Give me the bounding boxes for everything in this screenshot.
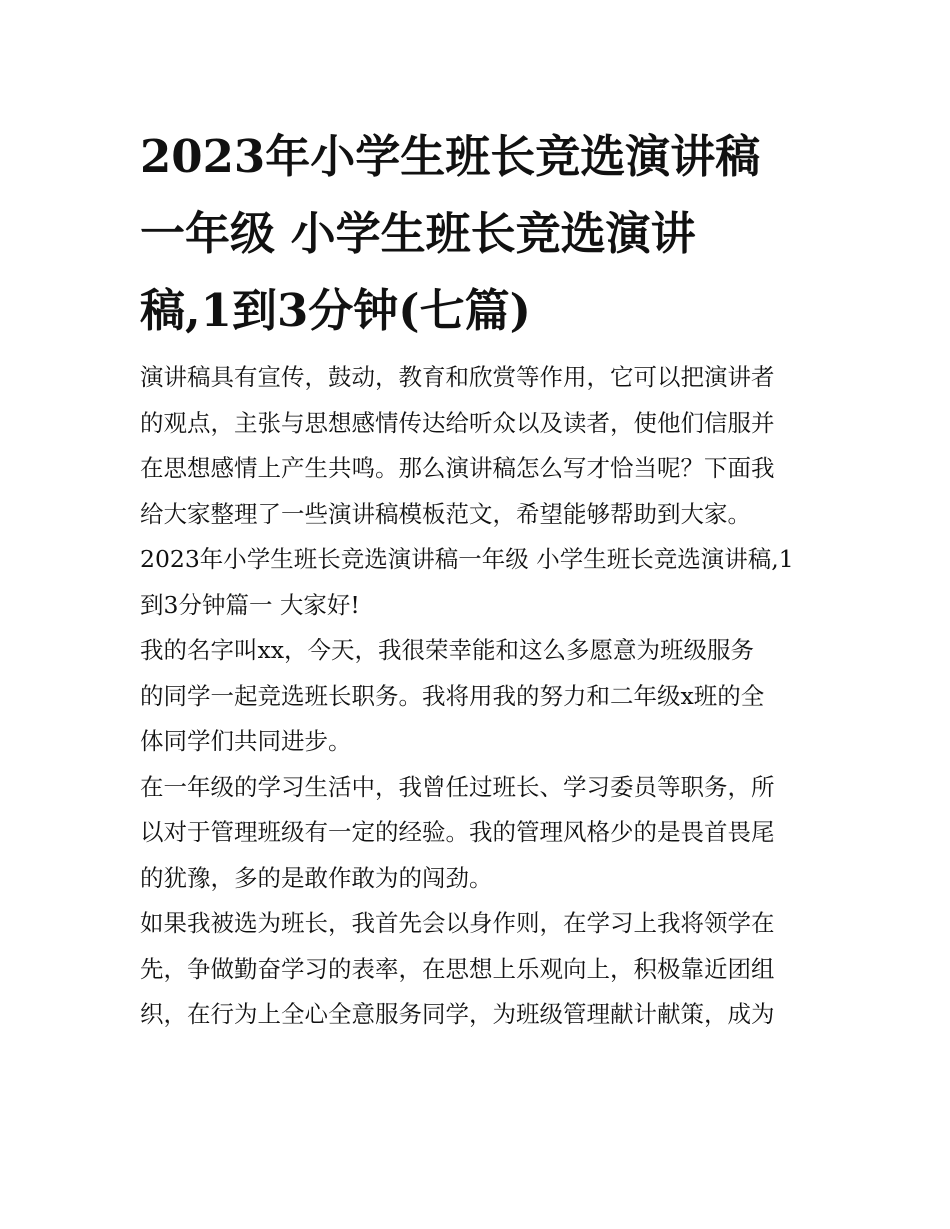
text-line: 的犹豫，多的是敢作敢为的闯劲。 [140, 863, 493, 892]
text-line: 体同学们共同进步。 [140, 727, 352, 755]
text-line: 在一年级的学习生活中，我曾任过班长、学习委员等职务，所 [140, 772, 775, 801]
paragraph-intro [140, 355, 814, 537]
text-line: 的观点，主张与思想感情传达给听众以及读者，使他们信服并 [140, 408, 775, 437]
paragraph-section-heading [140, 537, 814, 628]
text-line: 给大家整理了一些演讲稿模板范文，希望能够帮助到大家。 [140, 499, 751, 528]
text-line: 织，在行为上全心全意服务同学，为班级管理献计献策，成为 [140, 1000, 775, 1028]
title-line: 2023年小学生班长竞选演讲稿 [140, 130, 761, 183]
text-line: 的同学一起竞选班长职务。我将用我的努力和二年级x班的全 [140, 681, 765, 710]
text-line: 到3分钟篇一 大家好! [140, 590, 360, 619]
text-line: 演讲稿具有宣传，鼓动，教育和欣赏等作用，它可以把演讲者 [140, 363, 775, 391]
text-line: 如果我被选为班长，我首先会以身作则，在学习上我将领学在 [140, 909, 775, 937]
paragraph-plan [140, 901, 814, 1038]
text-line: 以对于管理班级有一定的经验。我的管理风格少的是畏首畏尾 [140, 818, 775, 846]
text-line: 先，争做勤奋学习的表率，在思想上乐观向上，积极靠近团组 [140, 954, 775, 983]
paragraph-experience [140, 765, 814, 902]
title-line: 一年级 小学生班长竞选演讲 [140, 207, 696, 260]
document-body [140, 355, 814, 1038]
text-line: 我的名字叫xx，今天，我很荣幸能和这么多愿意为班级服务 [140, 636, 755, 664]
document-page [140, 118, 814, 1038]
text-line: 在思想感情上产生共鸣。那么演讲稿怎么写才恰当呢？下面我 [140, 454, 775, 482]
text-line: 2023年小学生班长竞选演讲稿一年级 小学生班长竞选演讲稿,1 [140, 545, 794, 573]
paragraph-self-intro [140, 628, 814, 765]
document-title [140, 118, 814, 349]
title-line: 稿,1到3分钟(七篇) [140, 284, 531, 337]
